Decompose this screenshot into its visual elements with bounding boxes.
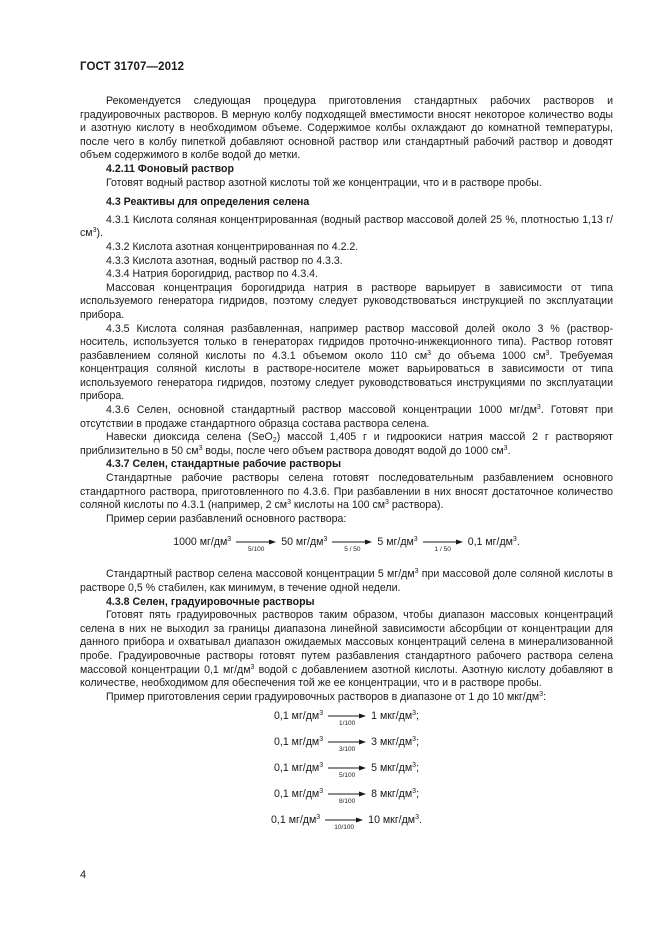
section-4-2-11-heading: 4.2.11 Фоновый раствор [106, 162, 234, 175]
section-4-2-11-text: Готовят водный раствор азотной кислоты той же концентрации, что и в растворе пробы. [106, 176, 542, 189]
arrow-icon [423, 539, 463, 554]
arrow-icon [325, 817, 363, 832]
arrow-icon [328, 765, 366, 780]
dilution-ratio: 1 / 50 [434, 546, 451, 554]
series-row [80, 762, 613, 788]
document-body [80, 95, 613, 840]
calibration-series [80, 710, 613, 840]
arrow-icon [332, 539, 372, 554]
chain-term-1: 1000 $мг/дм^3$ [173, 536, 232, 549]
item-4-3-2: 4.3.2 Кислота азотная концентрированная по 4.2.2. [106, 240, 359, 253]
section-4-3-heading: 4.3 Реактивы для определения селена [106, 196, 310, 209]
dilution-ratio: 5/100 [248, 546, 265, 554]
item-4-3-1: 4.3.1 Кислота соляная концентрированная (водный раствор массовой долей 25 %, плотностью 1,13 $г/см^3$). [80, 213, 613, 240]
dilution-ratio: 10/100 [334, 824, 355, 832]
arrow-icon [328, 791, 366, 806]
dilution-ratio: 8/100 [338, 798, 356, 806]
section-4-3-8-heading: 4.3.8 Селен, градуировочные растворы [106, 595, 315, 608]
item-4-3-6: 4.3.6 Селен, основной стандартный раствор массовой концентрации 1000 $мг/дм^3$. Готовят при отсутствии в продаже стандартного образца состава раствора селена. [80, 404, 613, 430]
section-4-3-8-text: Готовят пять градуировочных растворов таким образом, чтобы диапазон массовых концентраций селена в них не выходил за границы диапазона линейной зависимости абсорбции от концентрации для данного прибора и охватывал диапазон ожидаемых массовых концентраций селена в минерализованной пробе. Градуировочные растворы готовят путем разбавления стандартного рабочего раствора селена массовой концентрации 0,1 $мг/дм^3$ водой с добавлением азотной кислоты. Азотную кислоту добавляют в количестве, необходимом для обеспечения той же ее концентрации, что и в растворе пробы. [80, 609, 613, 690]
item-4-3-3: 4.3.3 Кислота азотная, водный раствор по 4.3.3. [106, 254, 343, 267]
series-to: 1 мкг/$дм^3$; [371, 710, 420, 723]
arrow-icon [328, 739, 366, 754]
series-row [80, 814, 613, 840]
arrow-icon [328, 713, 366, 728]
series-row [80, 710, 613, 736]
page-number: 4 [80, 869, 87, 881]
section-4-3-7-heading: 4.3.7 Селен, стандартные рабочие растворы [106, 458, 342, 471]
dilution-ratio: 1/100 [338, 720, 356, 728]
dilution-chain [80, 536, 613, 560]
dilution-ratio: 5 / 50 [344, 546, 361, 554]
dilution-ratio: 3/100 [338, 746, 356, 754]
item-4-3-6-note: Навески диоксида селена (SeO$_2$) массой 1,405 г и гидроокиси натрия массой 2 г растворяют приблизительно в 50 $см^3$ воды, после чего объем раствора доводят водой до 1000 $см^3$. [80, 431, 613, 457]
series-from: 0,1 $мг/дм^3$ [273, 788, 324, 801]
series-to: 8 мкг/$дм^3$; [371, 788, 420, 801]
dilution-ratio: 5/100 [338, 772, 356, 780]
series-from: 0,1 $мг/дм^3$ [273, 710, 324, 723]
series-to: 3 мкг/$дм^3$; [371, 736, 420, 749]
chain-term-4: 0,1 $мг/дм^3$. [467, 536, 520, 549]
dilution-example-label: Пример серии разбавлений основного раствора: [106, 512, 347, 525]
intro-paragraph: Рекомендуется следующая процедура приготовления стандартных рабочих растворов и градуировочных растворов. В мерную колбу подходящей вместимости вносят некоторое количество воды и азотную кислоту в необходимом объеме. Содержимое колбы охлаждают до комнатной температуры, после чего в колбу пипеткой добавляют основной раствор или стандартный рабочий раствор и доводят объем содержимого в колбе водой до метки. [80, 95, 613, 162]
item-4-3-4: 4.3.4 Натрия борогидрид, раствор по 4.3.4. [106, 268, 318, 281]
item-4-3-5: 4.3.5 Кислота соляная разбавленная, например раствор массовой долей около 3 % (раствор-носитель, используется только в генераторах гидридов проточно-инжекционного типа). Раствор готовят разбавлением соляной кислоты по 4.3.1 объемом около 110 $см^3$ до объема 1000 $см^3$. Требуемая концентрация соляной кислоты в растворе-носителе может варьироваться в зависимости от типа используемого генератора гидридов, поэтому следует руководствоваться инструкциями по эксплуатации прибора. [80, 322, 613, 403]
series-to: 5 мкг/$дм^3$; [371, 762, 420, 775]
item-4-3-4-note: Массовая концентрация борогидрида натрия в растворе варьирует в зависимости от типа используемого генератора гидридов, поэтому следует руководствоваться инструкцией по эксплуатации прибора. [80, 281, 613, 321]
arrow-icon [236, 539, 276, 554]
chain-term-2: 50 $мг/дм^3$ [281, 536, 328, 549]
stability-note: Стандартный раствор селена массовой концентрации 5 $мг/дм^3$ при массовой доле соляной кислоты в растворе 0,5 % стабилен, как минимум, в течение одной недели. [80, 568, 613, 594]
series-to: 10 мкг/$дм^3$. [368, 814, 422, 827]
chain-term-3: 5 $мг/дм^3$ [377, 536, 418, 549]
calibration-example-label: Пример приготовления серии градуировочных растворов в диапазоне от 1 до 10 мкг/$дм^3$: [106, 690, 547, 703]
series-from: 0,1 $мг/дм^3$ [271, 814, 321, 827]
series-row [80, 736, 613, 762]
series-row [80, 788, 613, 814]
document-header: ГОСТ 31707—2012 [80, 61, 185, 73]
section-4-3-7-text: Стандартные рабочие растворы селена готовят последовательным разбавлением основного стандартного раствора, приготовленного по 4.3.6. При разбавлении в них вносят достаточное количество соляной кислоты по 4.3.1 (например, 2 $см^3$ кислоты на 100 $см^3$ раствора). [80, 472, 613, 512]
series-from: 0,1 $мг/дм^3$ [273, 736, 324, 749]
series-from: 0,1 $мг/дм^3$ [273, 762, 324, 775]
